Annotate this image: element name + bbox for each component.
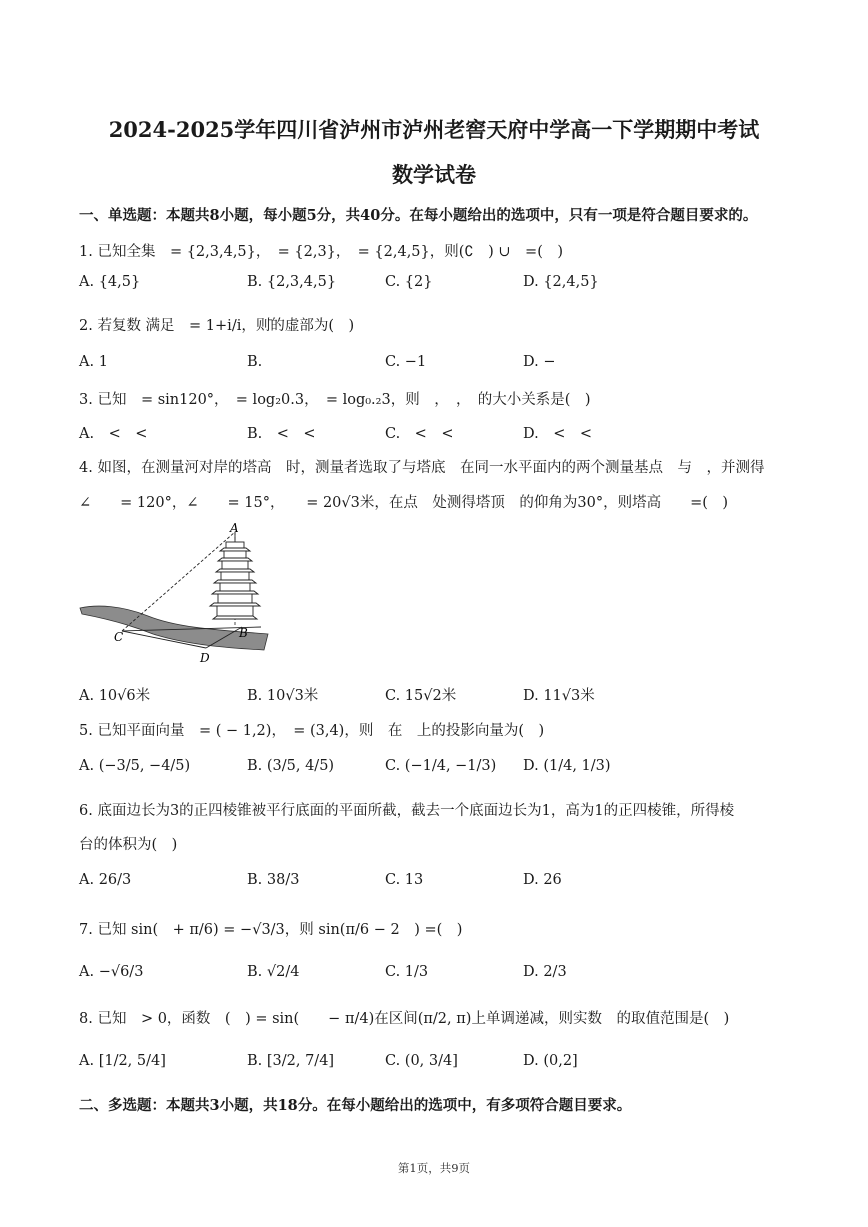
question-4-option-a: A. 10√6米 — [79, 688, 151, 704]
question-5-option-a: A. (−3/5, −4/5) — [79, 758, 191, 774]
question-3-option-c: C. < < — [385, 426, 454, 442]
question-1-stem: 1. 已知全集 = {2,3,4,5}， = {2,3}， = {2,4,5}，则(∁ ) ∪ =( ) — [79, 244, 564, 260]
question-8-option-d: D. (0,2] — [523, 1053, 578, 1069]
point-label-a: A — [230, 521, 239, 535]
question-1-option-c: C. {2} — [385, 274, 433, 290]
question-1-option-d: D. {2,4,5} — [523, 274, 599, 290]
question-4-option-d: D. 11√3米 — [523, 688, 595, 704]
page-footer: 第1页，共9页 — [397, 1161, 471, 1175]
question-1-option-b: B. {2,3,4,5} — [247, 274, 337, 290]
question-6-option-a: A. 26/3 — [79, 872, 132, 888]
question-4-option-b: B. 10√3米 — [247, 688, 319, 704]
section-heading-single-choice: 一、单选题：本题共8小题，每小题5分，共40分。在每小题给出的选项中，只有一项是符合题目要求的。 — [79, 207, 758, 224]
question-5-option-b: B. (3/5, 4/5) — [247, 758, 335, 774]
page-title: 2024-2025学年四川省泸州市泸州老窖天府中学高一下学期期中考试 — [108, 117, 760, 142]
question-4-stem-line-2: ∠ = 120°，∠ = 15°， = 20√3米，在点 处测得塔顶 的仰角为30°，则塔高 =( ) — [79, 495, 729, 511]
question-6-stem-line-1: 6. 底面边长为3的正四棱锥被平行底面的平面所截，截去一个底面边长为1，高为1的正四棱锥，所得棱 — [79, 803, 735, 819]
question-3-option-d: D. < < — [523, 426, 593, 442]
point-label-b: B — [239, 626, 248, 640]
question-2-stem: 2. 若复数 满足 = 1+i/i，则̄的虚部为( ) — [79, 318, 355, 334]
question-7-option-d: D. 2/3 — [523, 964, 567, 980]
question-4-option-c: C. 15√2米 — [385, 688, 457, 704]
question-4-stem-line-1: 4. 如图，在测量河对岸的塔高 时，测量者选取了与塔底 在同一水平面内的两个测量基点 与 ，并测得 — [79, 460, 765, 476]
question-8-option-a: A. [1/2, 5/4] — [79, 1053, 166, 1069]
question-5-stem: 5. 已知平面向量 = ( − 1,2)， = (3,4)，则 在 上的投影向量为( ) — [79, 723, 545, 739]
question-7-option-a: A. −√6/3 — [79, 964, 144, 980]
question-2-option-d: D. − — [523, 354, 556, 370]
question-8-option-b: B. [3/2, 7/4] — [247, 1053, 335, 1069]
question-7-option-c: C. 1/3 — [385, 964, 429, 980]
section-heading-multi-choice: 二、多选题：本题共3小题，共18分。在每小题给出的选项中，有多项符合题目要求。 — [79, 1097, 632, 1114]
question-2-option-b: B. — [247, 354, 263, 370]
question-7-stem: 7. 已知 sin( + π/6) = −√3/3，则 sin(π/6 − 2 ) =( ) — [79, 922, 463, 938]
question-7-option-b: B. √2/4 — [247, 964, 300, 980]
question-8-option-c: C. (0, 3/4] — [385, 1053, 458, 1069]
page-subtitle: 数学试卷 — [392, 162, 476, 187]
question-5-option-c: C. (−1/4, −1/3) — [385, 758, 497, 774]
point-label-d: D — [200, 651, 210, 665]
question-6-option-d: D. 26 — [523, 872, 562, 888]
point-label-c: C — [114, 630, 124, 644]
question-1-option-a: A. {4,5} — [79, 274, 141, 290]
question-2-option-a: A. 1 — [79, 354, 108, 370]
question-6-option-b: B. 38/3 — [247, 872, 300, 888]
question-5-option-d: D. (1/4, 1/3) — [523, 758, 611, 774]
question-3-option-a: A. < < — [79, 426, 148, 442]
question-6-option-c: C. 13 — [385, 872, 424, 888]
question-2-option-c: C. −1 — [385, 354, 427, 370]
question-3-stem: 3. 已知 = sin120°， = log₂0.3， = log₀.₂3，则 ， ， 的大小关系是( ) — [79, 392, 591, 408]
pagoda-tower — [210, 532, 260, 619]
tower-river-figure — [78, 520, 270, 670]
question-6-stem-line-2: 台的体积为( ) — [79, 837, 178, 853]
question-3-option-b: B. < < — [247, 426, 316, 442]
question-8-stem: 8. 已知 > 0，函数 ( ) = sin( − π/4)在区间(π/2, π)上单调递减，则实数 的取值范围是( ) — [79, 1011, 730, 1027]
